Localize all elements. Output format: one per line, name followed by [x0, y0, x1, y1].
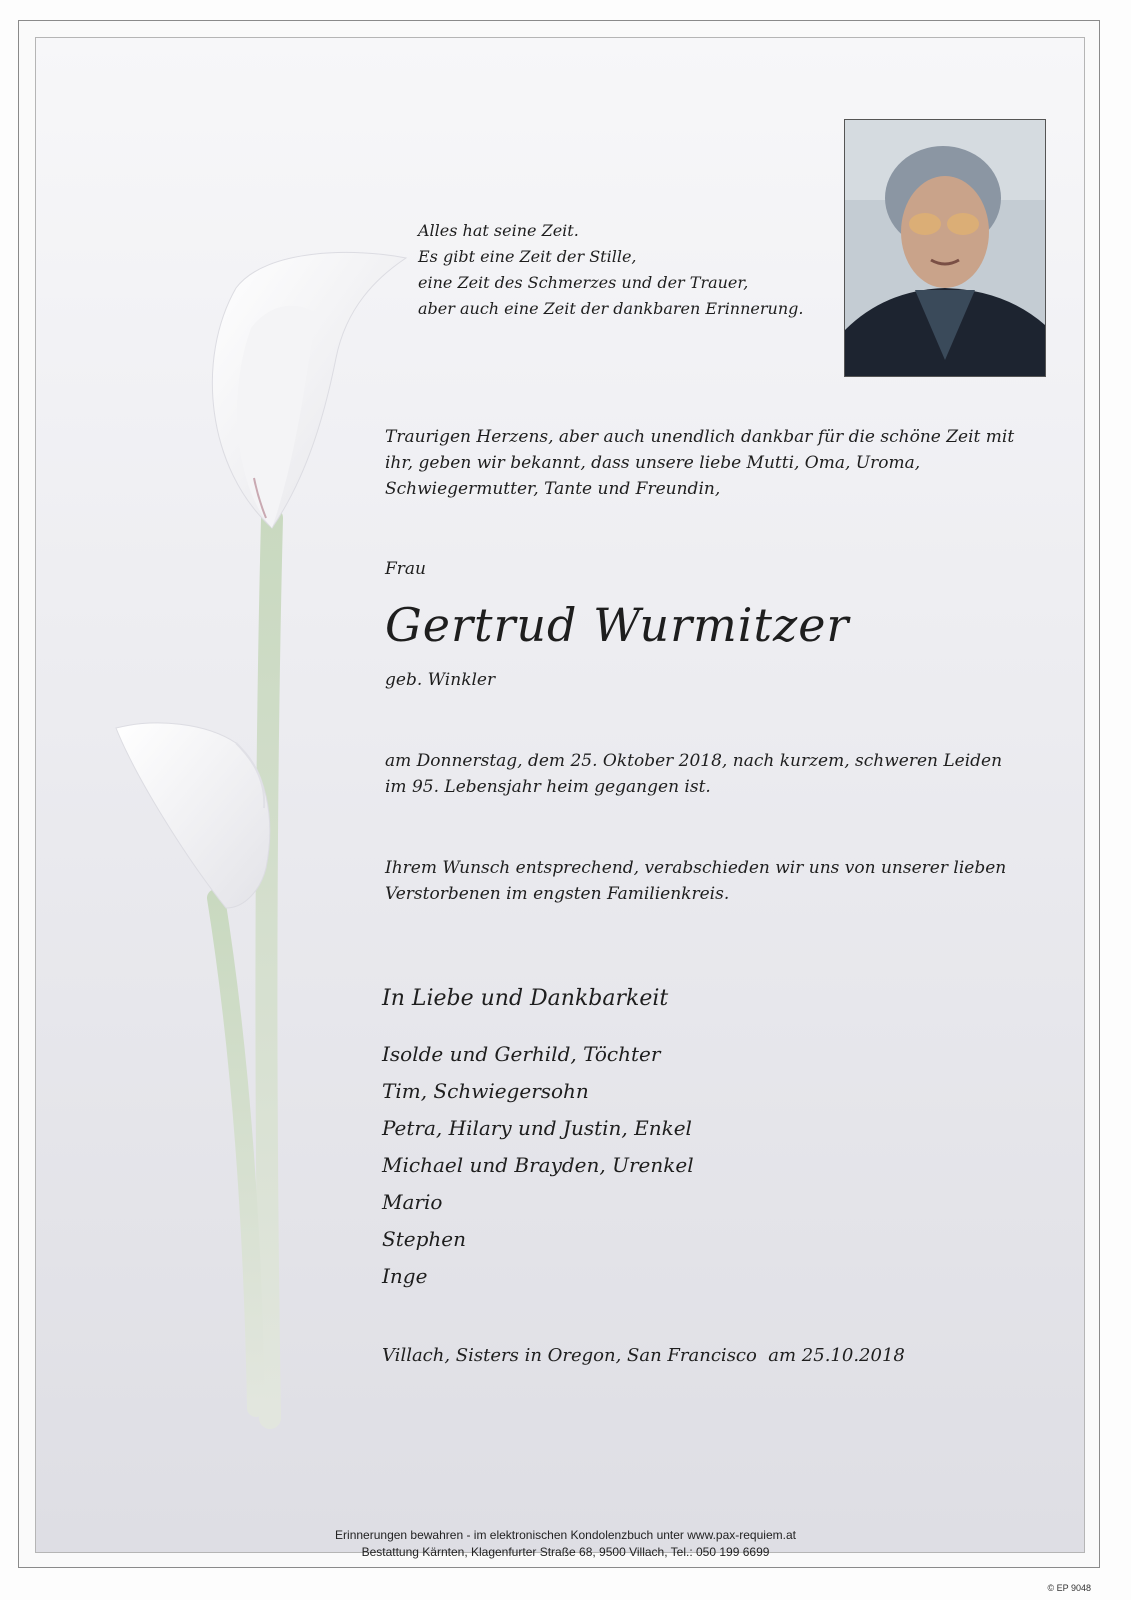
portrait-photo [844, 119, 1046, 377]
deceased-name: Gertrud Wurmitzer [385, 598, 850, 652]
poem-text: Alles hat seine Zeit. Es gibt eine Zeit der Stille, eine Zeit des Schmerzes und der Trauer, aber auch eine Zeit der dankbaren Erinnerung. [418, 221, 804, 318]
footer-address-line: Bestattung Kärnten, Klagenfurter Straße 68, 9500 Villach, Tel.: 050 199 6699 [361, 1545, 770, 1559]
family-member: Isolde und Gerhild, Töchter [382, 1042, 661, 1066]
salutation: Frau [385, 559, 427, 579]
family-member: Petra, Hilary und Justin, Enkel [382, 1116, 692, 1140]
footer-condolence-line: Erinnerungen bewahren - im elektronischen Kondolenzbuch unter www.pax-requiem.at [335, 1528, 796, 1542]
family-list [382, 1036, 694, 1295]
family-member: Inge [382, 1264, 428, 1288]
farewell-text: Ihrem Wunsch entsprechend, verabschieden wir uns von unserer lieben Verstorbenen im engsten Familienkreis. [385, 858, 1007, 904]
family-member: Tim, Schwiegersohn [382, 1079, 589, 1103]
passing-text: am Donnerstag, dem 25. Oktober 2018, nach kurzem, schweren Leiden im 95. Lebensjahr heim gegangen ist. [385, 751, 1003, 797]
family-member: Stephen [382, 1227, 466, 1251]
family-member: Michael und Brayden, Urenkel [382, 1153, 694, 1177]
place-and-date: Villach, Sisters in Oregon, San Francisco am 25.10.2018 [382, 1345, 905, 1366]
maiden-name: geb. Winkler [385, 670, 496, 690]
family-member: Mario [382, 1190, 443, 1214]
document-code: © EP 9048 [1047, 1583, 1091, 1593]
closing-line: In Liebe und Dankbarkeit [382, 986, 669, 1011]
announcement-text: Traurigen Herzens, aber auch unendlich dankbar für die schöne Zeit mit ihr, geben wir bekannt, dass unsere liebe Mutti, Oma, Uroma, Schwiegermutter, Tante und Freundin, [385, 427, 1015, 499]
